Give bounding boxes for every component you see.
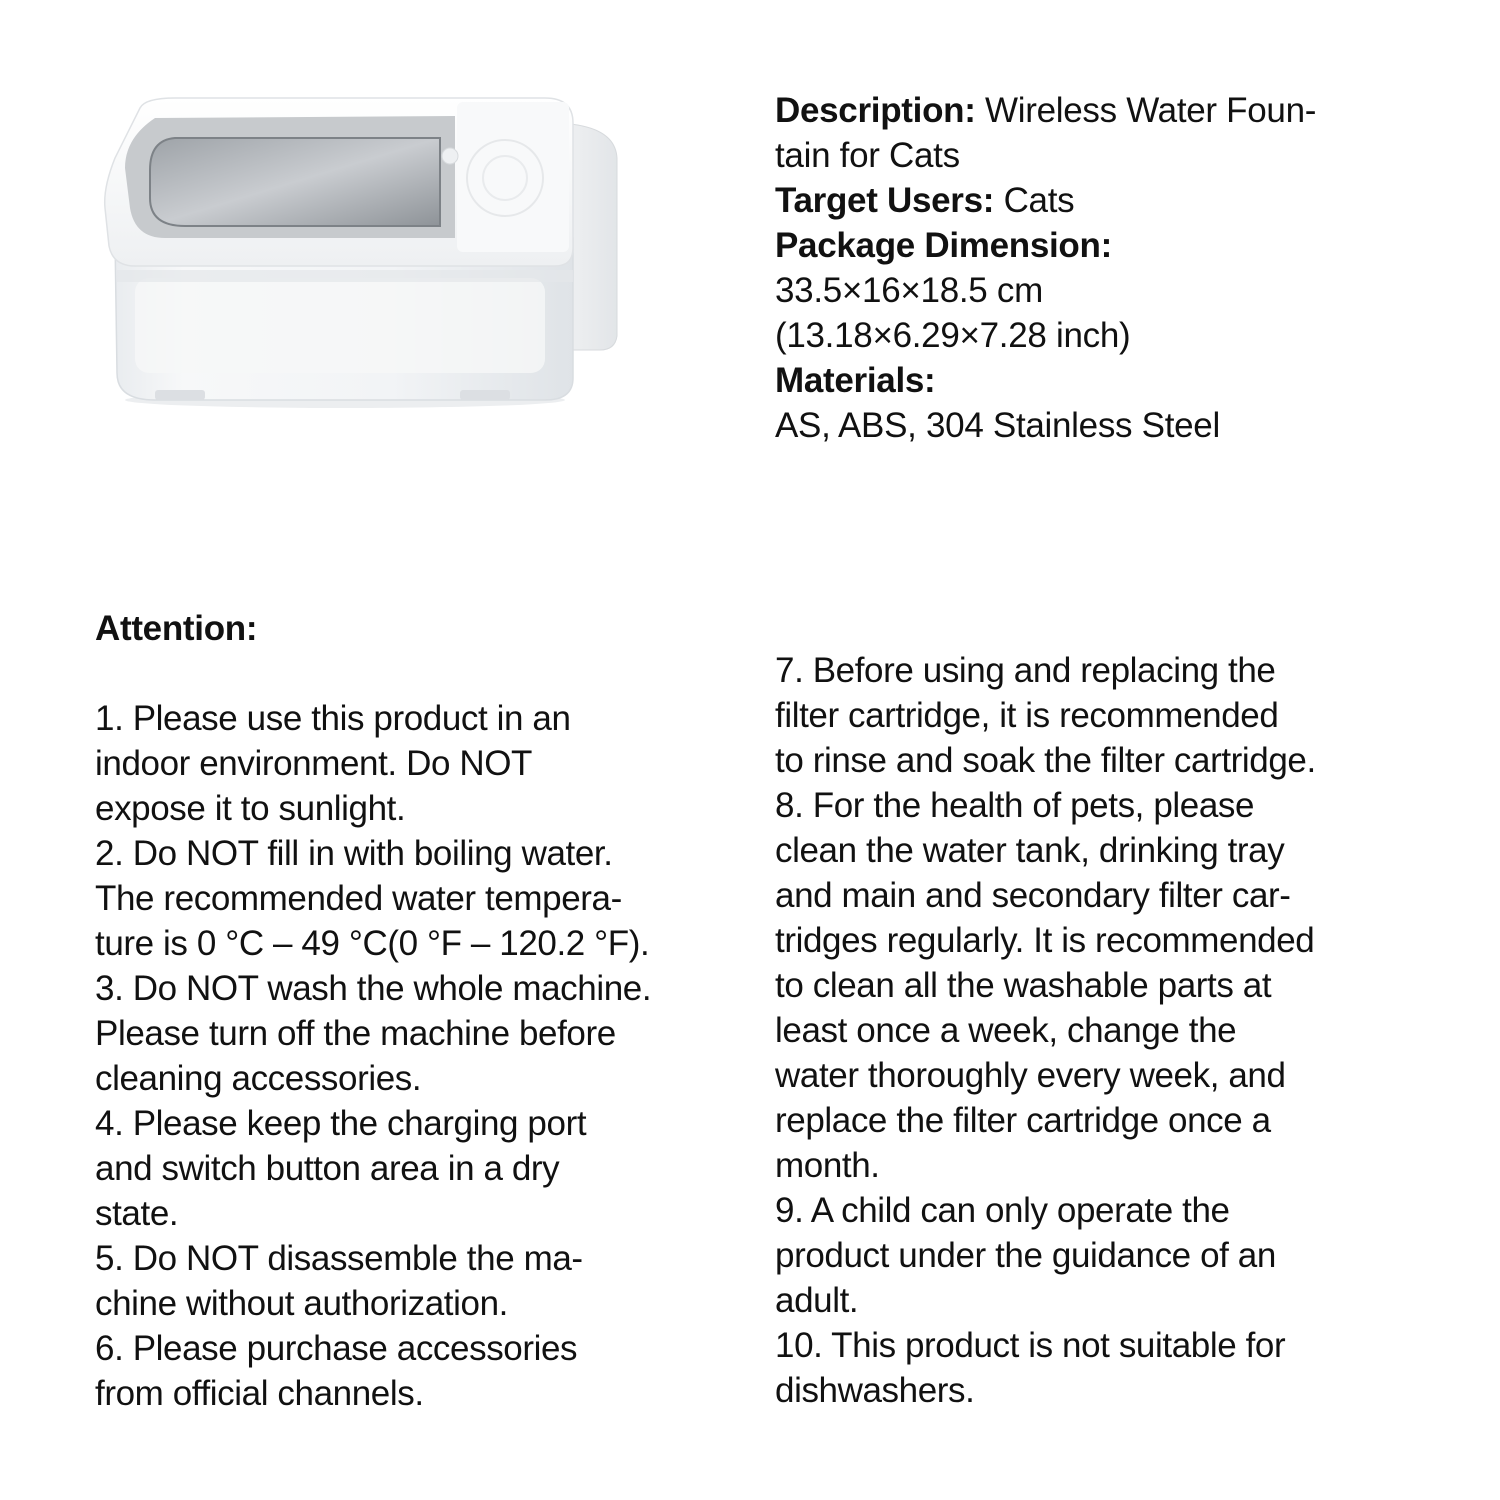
attention-line: ture is 0 °C – 49 °C(0 °F – 120.2 °F). — [95, 924, 650, 963]
lid-top-right-panel — [457, 102, 569, 252]
attention-line: adult. — [775, 1281, 859, 1320]
target-users-label: Target Users: — [775, 181, 995, 220]
attention-heading: Attention: — [95, 609, 258, 648]
attention-line: water thoroughly every week, and — [775, 1056, 1286, 1095]
attention-line: 1. Please use this product in an — [95, 699, 571, 738]
target-users-value: Cats — [994, 181, 1075, 220]
attention-line: clean the water tank, drinking tray — [775, 831, 1285, 870]
spec-target-users — [775, 178, 1415, 223]
attention-list-left — [95, 696, 755, 1416]
product-photo — [95, 78, 635, 418]
tank-top-band — [117, 270, 573, 282]
attention-line: least once a week, change the — [775, 1011, 1237, 1050]
attention-line: replace the filter cartridge once a — [775, 1101, 1271, 1140]
spec-description-cont: tain for Cats — [775, 136, 960, 175]
attention-line: 2. Do NOT fill in with boiling water. — [95, 834, 613, 873]
attention-line: 7. Before using and replacing the — [775, 651, 1276, 690]
description-value: Wireless Water Foun- — [975, 91, 1317, 130]
product-specs — [775, 88, 1415, 448]
attention-line: 5. Do NOT disassemble the ma- — [95, 1239, 583, 1278]
attention-line: 10. This product is not suitable for — [775, 1326, 1286, 1365]
attention-line: chine without authorization. — [95, 1284, 508, 1323]
attention-line: 9. A child can only operate the — [775, 1191, 1230, 1230]
spec-description — [775, 88, 1415, 133]
water-outlet — [442, 148, 458, 164]
package-dimension-label: Package Dimension: — [775, 226, 1112, 265]
attention-line: month. — [775, 1146, 880, 1185]
attention-line: expose it to sunlight. — [95, 789, 406, 828]
attention-line: product under the guidance of an — [775, 1236, 1276, 1275]
attention-line: filter cartridge, it is recommended — [775, 696, 1279, 735]
attention-line: and main and secondary filter car- — [775, 876, 1291, 915]
attention-line: The recommended water tempera- — [95, 879, 622, 918]
description-label: Description: — [775, 91, 976, 130]
tank-foot-left — [155, 390, 205, 400]
attention-line: to clean all the washable parts at — [775, 966, 1272, 1005]
attention-line: cleaning accessories. — [95, 1059, 422, 1098]
attention-line: to rinse and soak the filter cartridge. — [775, 741, 1316, 780]
attention-line: Please turn off the machine before — [95, 1014, 616, 1053]
attention-line: 6. Please purchase accessories — [95, 1329, 578, 1368]
attention-line: state. — [95, 1194, 179, 1233]
tank-inner-reflection — [135, 278, 545, 373]
attention-line: 3. Do NOT wash the whole machine. — [95, 969, 652, 1008]
attention-list-right — [775, 648, 1475, 1413]
attention-line: dishwashers. — [775, 1371, 975, 1410]
attention-line: 4. Please keep the charging port — [95, 1104, 587, 1143]
water-fountain-illustration — [95, 78, 635, 418]
package-dimension-imperial: (13.18×6.29×7.28 inch) — [775, 316, 1131, 355]
attention-line: from official channels. — [95, 1374, 424, 1413]
materials-value: AS, ABS, 304 Stainless Steel — [775, 406, 1220, 445]
attention-line: tridges regularly. It is recommended — [775, 921, 1315, 960]
stainless-plate — [150, 138, 440, 226]
package-dimension-metric: 33.5×16×18.5 cm — [775, 271, 1043, 310]
attention-line: and switch button area in a dry — [95, 1149, 560, 1188]
materials-label: Materials: — [775, 361, 936, 400]
tank-foot-right — [460, 390, 510, 400]
attention-line: indoor environment. Do NOT — [95, 744, 533, 783]
attention-line: 8. For the health of pets, please — [775, 786, 1255, 825]
